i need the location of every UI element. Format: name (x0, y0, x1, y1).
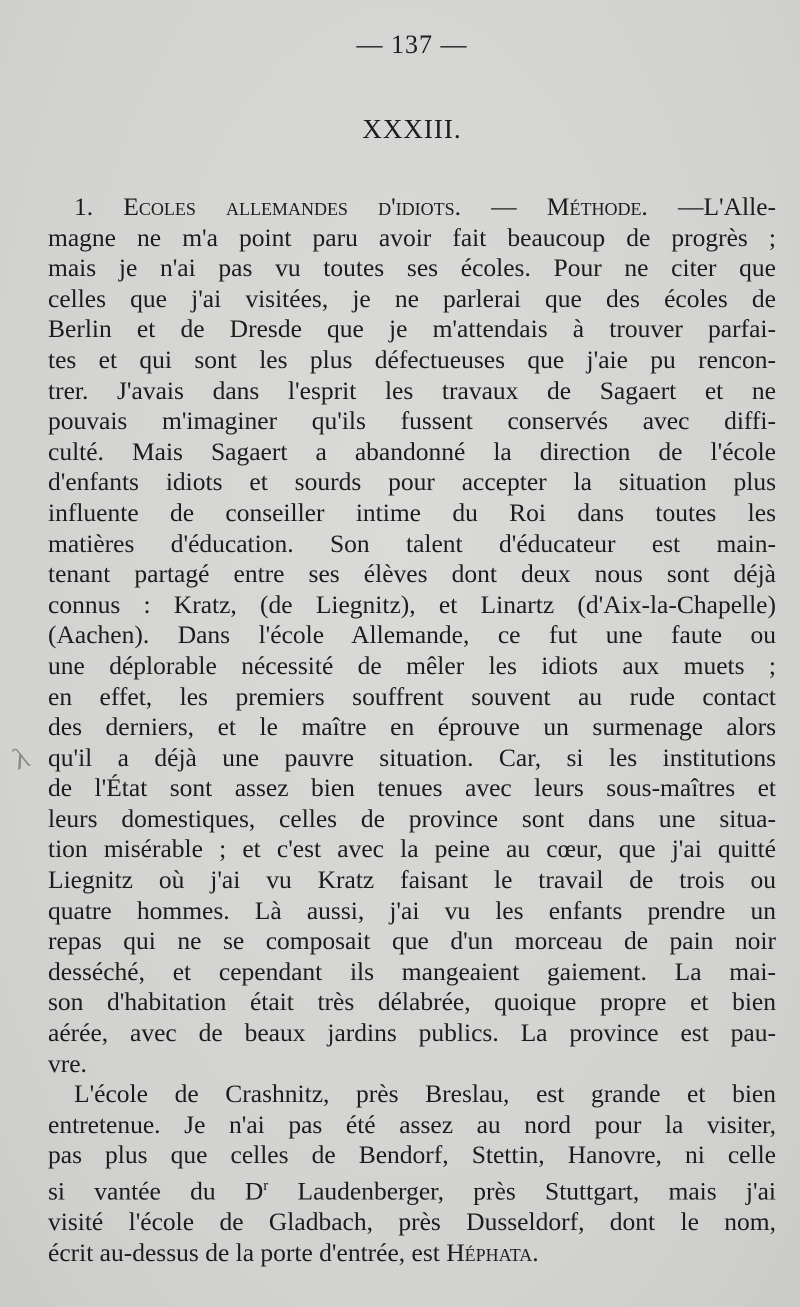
text-line: des derniers, et le maître en éprouve un surmenage alors (48, 712, 776, 742)
text-line: de l'État sont assez bien tenues avec leurs sous-maîtres et (48, 773, 776, 803)
text-line: d'enfants idiots et sourds pour accepter la situation plus (48, 467, 776, 497)
text-line: quatre hommes. Là aussi, j'ai vu les enfants prendre un (48, 895, 776, 925)
text-line: entretenue. Je n'ai pas été assez au nord pour la visiter, (48, 1109, 776, 1139)
text-line (48, 1238, 776, 1269)
text-line: pas plus que celles de Bendorf, Stettin, Hanovre, ni celle (48, 1140, 776, 1170)
text-fragment: si vantée du D (48, 1176, 264, 1206)
margin-pencil-mark: λ (8, 740, 34, 777)
paragraph-2 (48, 1079, 776, 1268)
text-line: (Aachen). Dans l'école Allemande, ce fut une faute ou (48, 620, 776, 650)
superscript: r (263, 1178, 269, 1194)
text-line: L'école de Crashnitz, près Breslau, est grande et bien (74, 1079, 776, 1109)
text-line: tion misérable ; et c'est avec la peine au cœur, que j'ai quitté (48, 834, 776, 864)
hephata-word: Héphata. (446, 1237, 539, 1267)
text-line: vre. (48, 1048, 87, 1078)
text-line: visité l'école de Gladbach, près Dusseldorf, dont le nom, (48, 1207, 776, 1237)
text-line: influente de conseiller intime du Roi dans toutes les (48, 497, 776, 527)
text-fragment: écrit au-dessus de la porte d'entrée, est (48, 1237, 447, 1267)
text-line-start: L'Alle- (703, 192, 777, 221)
text-line: celles que j'ai visitées, je ne parlerai que des écoles de (48, 283, 776, 313)
text-line: son d'habitation était très délabrée, quoique propre et bien (48, 987, 776, 1017)
section-heading-part1: Ecoles allemandes d'idiots. (123, 192, 462, 221)
text-line: tenant partagé entre ses élèves dont deux nous sont déjà (48, 559, 776, 589)
text-line: culté. Mais Sagaert a abandonné la direction de l'école (48, 436, 776, 466)
page-number: — 137 — (356, 30, 468, 59)
text-line: en effet, les premiers souffrent souvent au rude contact (48, 681, 776, 711)
section-number: 1. (74, 192, 94, 221)
text-line: qu'il a déjà une pauvre situation. Car, si les institutions (48, 742, 776, 772)
text-line (48, 1171, 776, 1207)
text-line: aérée, avec de beaux jardins publics. La province est pau- (48, 1018, 776, 1048)
section-heading-separator-2: — (677, 192, 704, 221)
text-line: tes et qui sont les plus défectueuses que j'aie pu rencon- (48, 344, 776, 374)
section-heading-part2: Méthode. (546, 192, 648, 221)
text-line: leurs domestiques, celles de province sont dans une situa- (48, 803, 776, 833)
text-line: magne ne m'a point paru avoir fait beaucoup de progrès ; (48, 222, 776, 252)
text-fragment: Laudenberger, près Stuttgart, mais j'ai (268, 1176, 776, 1206)
text-line: repas qui ne se composait que d'un morceau de pain noir (48, 926, 776, 956)
text-line: trer. J'avais dans l'esprit les travaux de Sagaert et ne (48, 375, 776, 405)
text-line: desséché, et cependant ils mangeaient gaiement. La mai- (48, 956, 776, 986)
paragraph-1 (48, 192, 776, 1079)
section-heading-separator: — (491, 192, 517, 221)
text-line (48, 192, 776, 223)
text-line: Liegnitz où j'ai vu Kratz faisant le travail de trois ou (48, 865, 776, 895)
text-line: connus : Kratz, (de Liegnitz), et Linartz (d'Aix-la-Chapelle) (48, 589, 776, 619)
chapter-title: XXXIII. (362, 114, 462, 144)
text-line: une déplorable nécessité de mêler les idiots aux muets ; (48, 650, 776, 680)
text-line: pouvais m'imaginer qu'ils fussent conservés avec diffi- (48, 406, 776, 436)
text-line: mais je n'ai pas vu toutes ses écoles. Pour ne citer que (48, 253, 776, 283)
text-line: Berlin et de Dresde que je m'attendais à trouver parfai- (48, 314, 776, 344)
text-line: matières d'éducation. Son talent d'éducateur est main- (48, 528, 776, 558)
